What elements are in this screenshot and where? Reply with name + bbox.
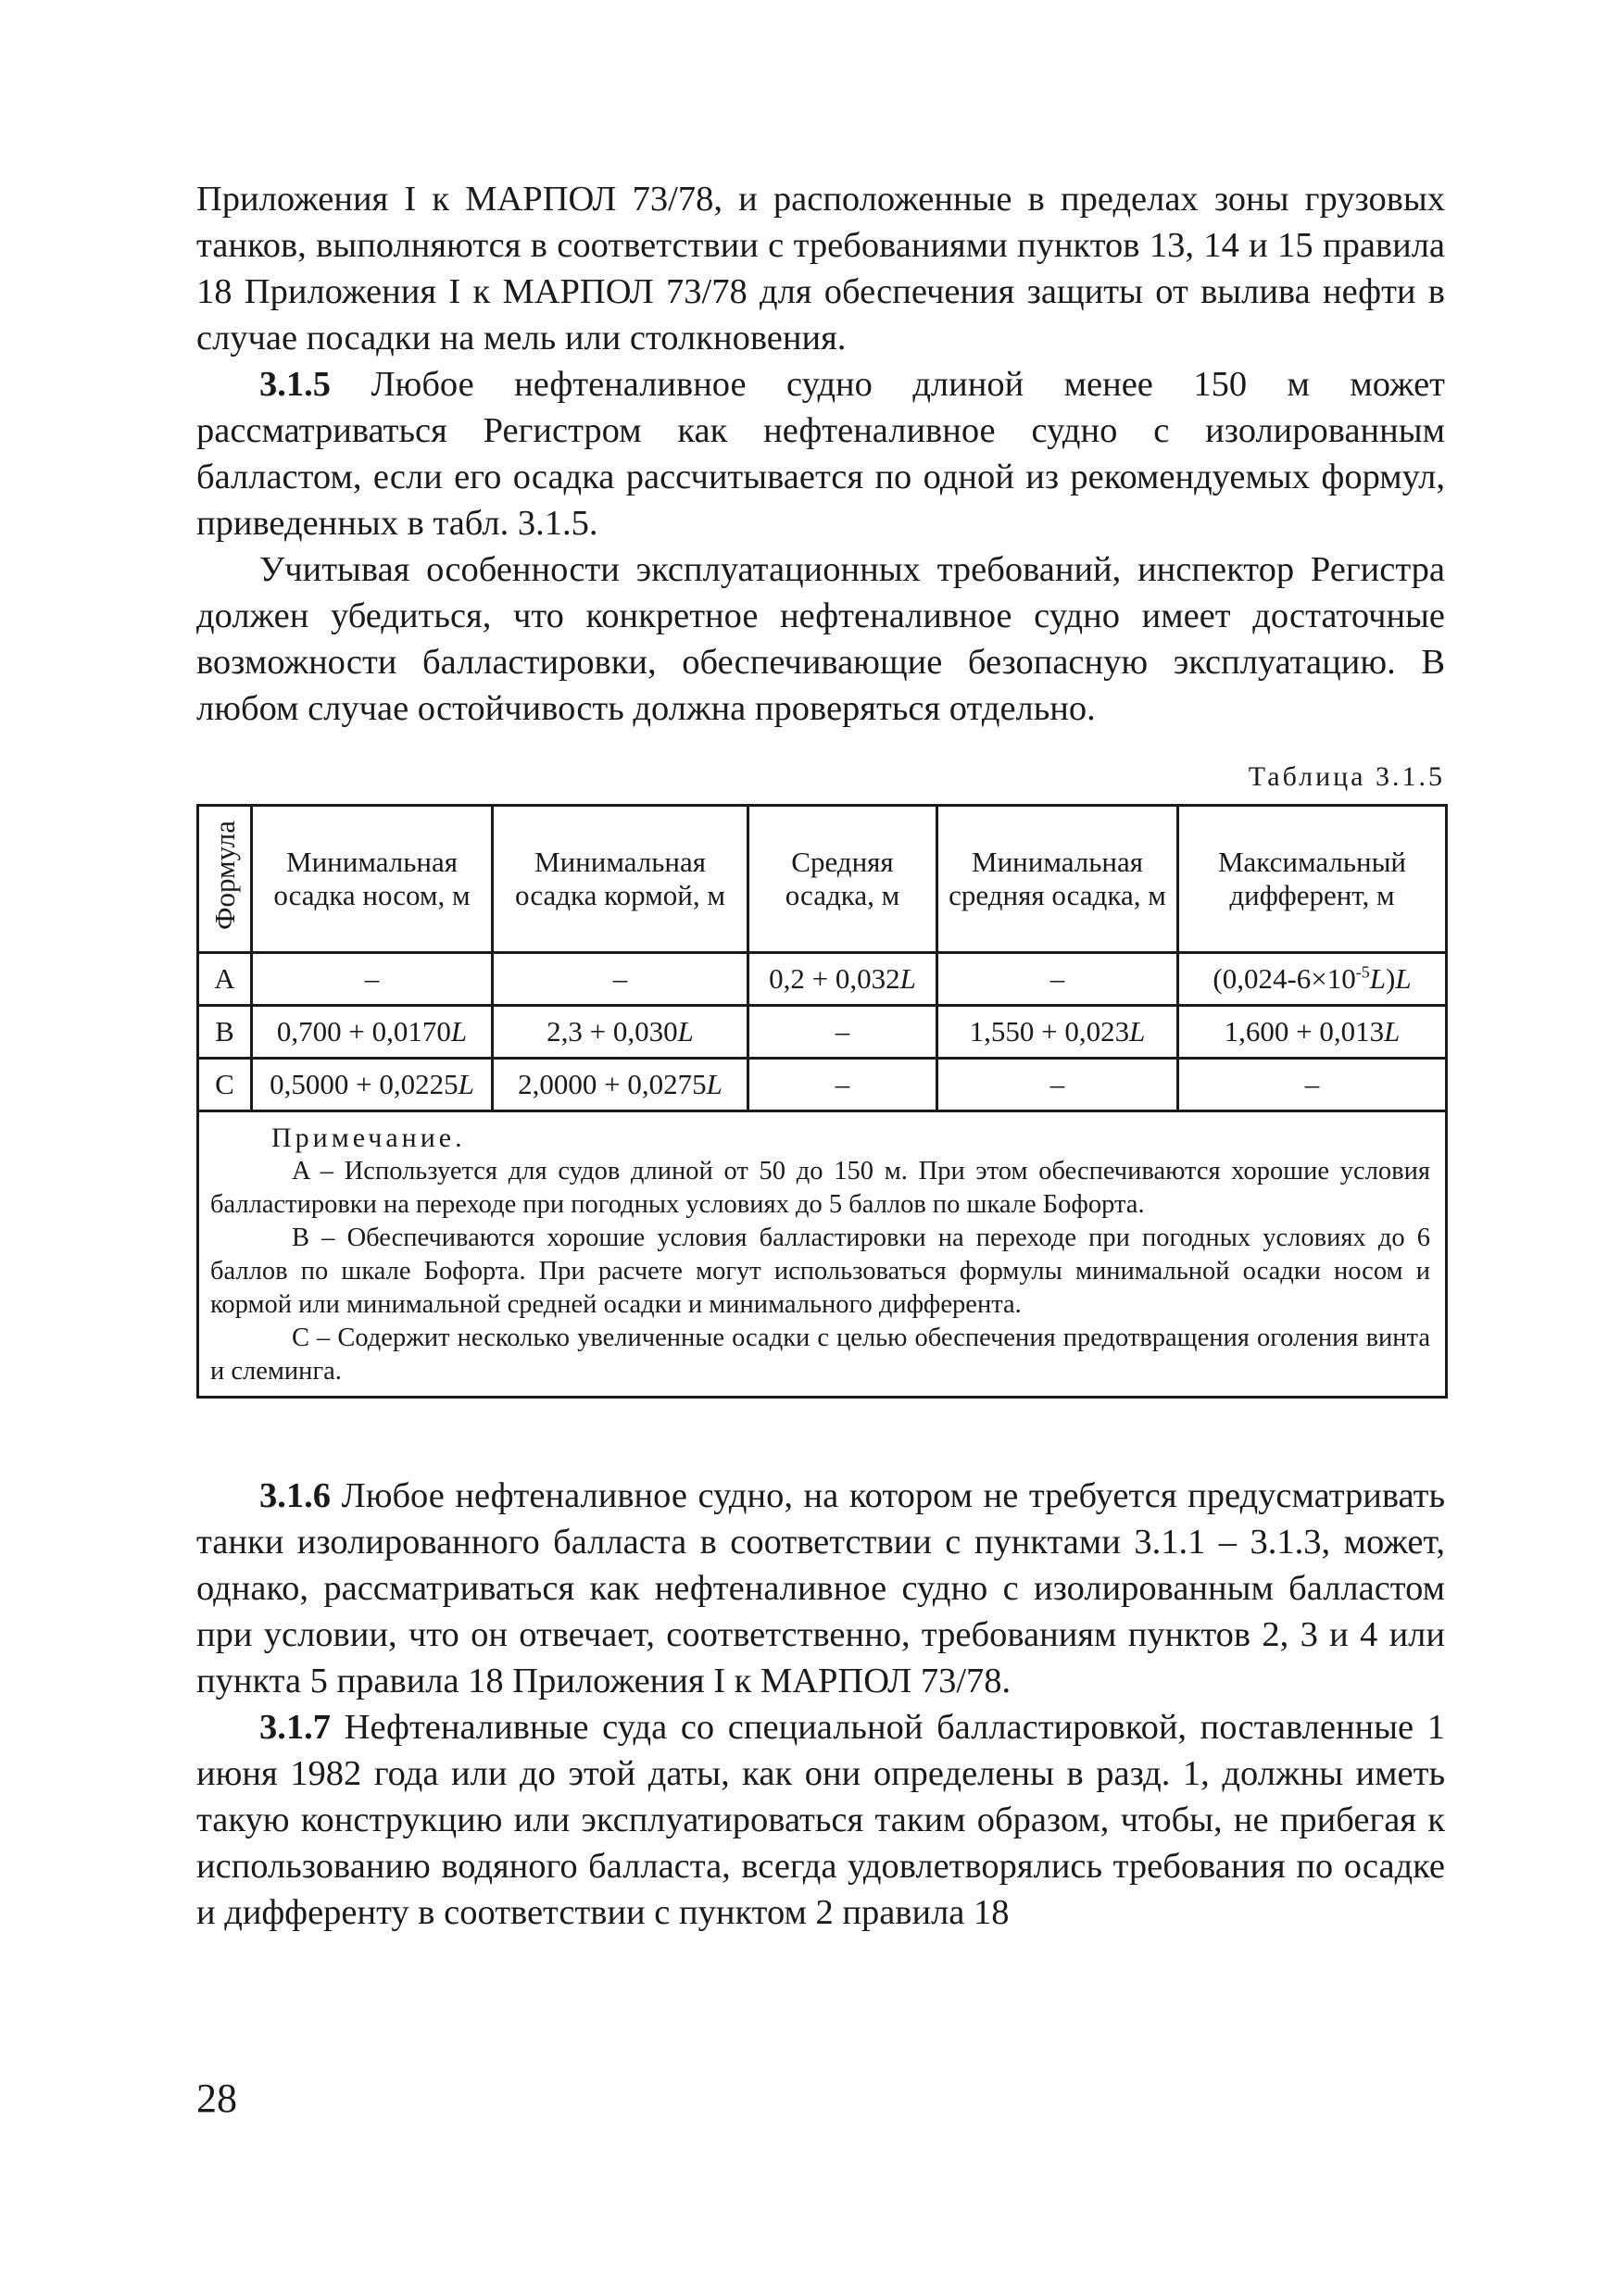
section-number: 3.1.7 <box>259 1708 331 1747</box>
cell-bow: – <box>252 953 493 1006</box>
cell-bow: 0,700 + 0,0170L <box>252 1006 493 1059</box>
cell-mean: – <box>748 1059 937 1111</box>
section-number: 3.1.6 <box>259 1476 331 1515</box>
table-notes <box>198 1111 1447 1398</box>
paragraph-3-1-5 <box>196 361 1445 546</box>
cell-stern: 2,0000 + 0,0275L <box>493 1059 748 1111</box>
text-block-top <box>196 176 1445 732</box>
page-number: 28 <box>196 2076 237 2121</box>
cell-min-mean: – <box>937 1059 1178 1111</box>
header-formula: Формула <box>198 806 252 953</box>
cell-formula: C <box>198 1059 252 1111</box>
cell-min-mean: – <box>937 953 1178 1006</box>
cell-formula: B <box>198 1006 252 1059</box>
paragraph-continuation: Приложения I к МАРПОЛ 73/78, и расположенные в пределах зоны грузовых танков, выполняются в соответствии с требованиями пунктов 13, 14 и 15 правила 18 Приложения I к МАРПОЛ 73/78 для обеспечения защиты от вылива нефти в случае посадки на мель или столкновения. <box>196 180 1445 358</box>
cell-formula: A <box>198 953 252 1006</box>
table-row-c <box>198 1059 1447 1111</box>
header-min-bow-draft: Минимальная осадка носом, м <box>252 806 493 953</box>
note-title: Примечание. <box>271 1123 466 1153</box>
table-caption: Таблица 3.1.5 <box>1248 761 1445 792</box>
cell-stern: – <box>493 953 748 1006</box>
note-c: C – Содержит несколько увеличенные осадки с целью обеспечения предотвращения оголения винта и слеминга. <box>210 1324 1430 1386</box>
paragraph-text: Любое нефтеналивное судно длиной менее 150 м может рассматриваться Регистром как нефтеналивное судно с изолированным балластом, если его осадка рассчитывается по одной из рекомендуемых формул, приведенных в табл. 3.1.5. <box>196 365 1445 543</box>
paragraph-text: Любое нефтеналивное судно, на котором не требуется предусматривать танки изолированного балласта в соответствии с пунктами 3.1.1 – 3.1.3, может, однако, рассматриваться как нефтеналивное судно с изолированным балластом при условии, что он отвечает, соответственно, требованиям пунктов 2, 3 и 4 или пункта 5 правила 18 Приложения I к МАРПОЛ 73/78. <box>196 1476 1445 1700</box>
text-block-bottom <box>196 1473 1445 1936</box>
cell-mean: – <box>748 1006 937 1059</box>
header-min-stern-draft: Минимальная осадка кормой, м <box>493 806 748 953</box>
draft-formula-table <box>196 804 1448 1399</box>
paragraph-inspector: Учитывая особенности эксплуатационных требований, инспектор Регистра должен убедиться, что конкретное нефтеналивное судно имеет достаточные возможности балластировки, обеспечивающие безопасную эксплуатацию. В любом случае остойчивость должна проверяться отдельно. <box>196 550 1445 728</box>
cell-mean: 0,2 + 0,032L <box>748 953 937 1006</box>
table-row-b <box>198 1006 1447 1059</box>
cell-min-mean: 1,550 + 0,023L <box>937 1006 1178 1059</box>
cell-stern: 2,3 + 0,030L <box>493 1006 748 1059</box>
cell-trim: 1,600 + 0,013L <box>1178 1006 1447 1059</box>
paragraph-3-1-7 <box>196 1704 1445 1936</box>
header-max-trim: Максимальный дифферент, м <box>1178 806 1447 953</box>
note-a: A – Используется для судов длиной от 50 до 150 м. При этом обеспечиваются хорошие условия балластировки на переходе при погодных условиях до 5 баллов по шкале Бофорта. <box>210 1157 1430 1219</box>
table-header-row <box>198 806 1447 953</box>
header-mean-draft: Средняя осадка, м <box>748 806 937 953</box>
cell-trim: – <box>1178 1059 1447 1111</box>
cell-trim: $(0,024-6\times 10^{-5}L)L$ <box>1178 953 1447 1006</box>
paragraph-text: Нефтеналивные суда со специальной балластировкой, поставленные 1 июня 1982 года или до этой даты, как они определены в разд. 1, должны иметь такую конструкцию или эксплуатироваться таким образом, чтобы, не прибегая к использованию водяного балласта, всегда удовлетворялись требования по осадке и дифференту в соответствии с пунктом 2 правила 18 <box>196 1708 1445 1932</box>
note-b: B – Обеспечиваются хорошие условия балластировки на переходе при погодных условиях до 6 баллов по шкале Бофорта. При расчете могут использоваться формулы минимальной осадки носом и кормой или минимальной средней осадки и минимального дифферента. <box>210 1223 1430 1319</box>
table-notes-row <box>198 1111 1447 1398</box>
paragraph-3-1-6 <box>196 1473 1445 1704</box>
table-row-a <box>198 953 1447 1006</box>
header-min-mean-draft: Минимальная средняя осадка, м <box>937 806 1178 953</box>
section-number: 3.1.5 <box>259 365 331 404</box>
cell-bow: 0,5000 + 0,0225L <box>252 1059 493 1111</box>
